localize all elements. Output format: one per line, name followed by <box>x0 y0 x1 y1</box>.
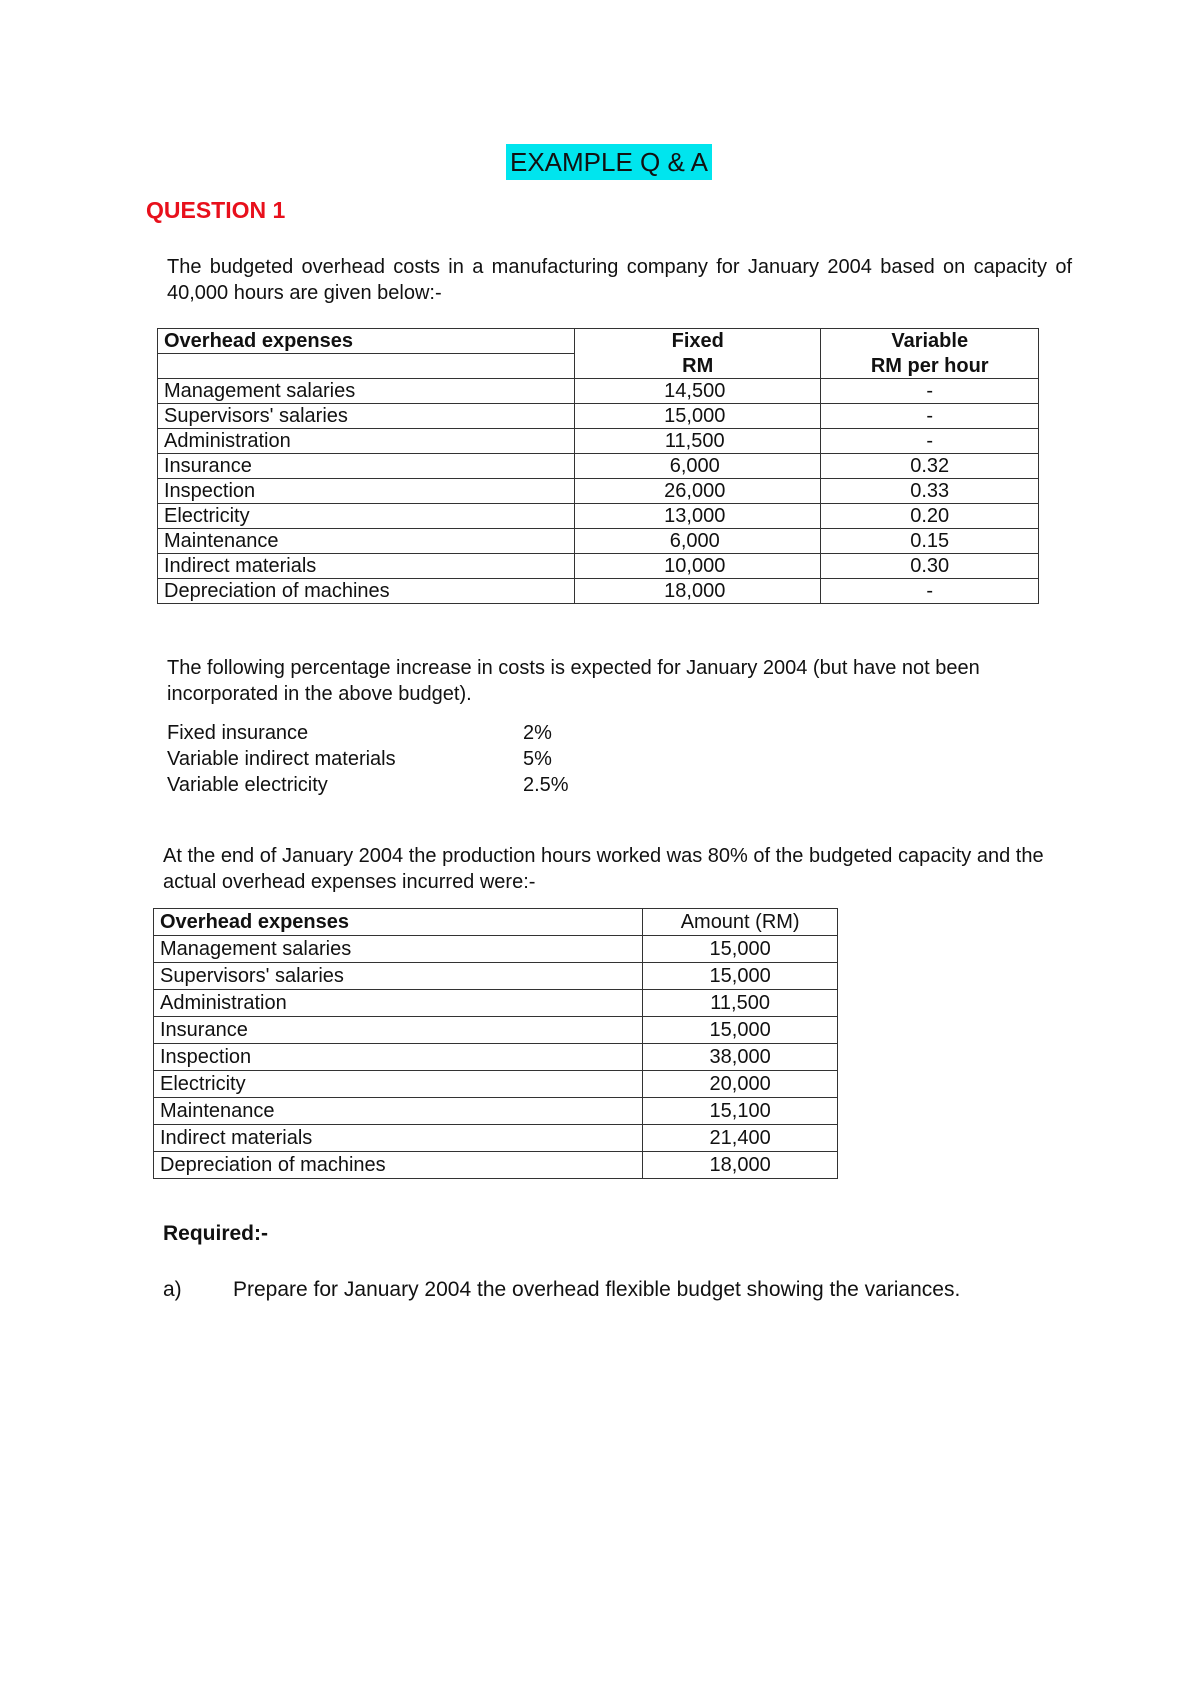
actual-header-row <box>154 909 838 936</box>
fixed-cell: 26,000 <box>575 479 821 504</box>
table-row <box>158 404 1039 429</box>
expense-cell: Depreciation of machines <box>154 1152 643 1179</box>
fixed-cell: 6,000 <box>575 529 821 554</box>
budget-table-body <box>158 379 1039 604</box>
expense-cell: Indirect materials <box>158 554 575 579</box>
fixed-cell: 15,000 <box>575 404 821 429</box>
variable-cell: - <box>821 404 1039 429</box>
actual-table <box>153 908 838 1179</box>
required-heading: Required:- <box>163 1222 268 1245</box>
expense-cell: Inspection <box>158 479 575 504</box>
header-variable-unit: RM per hour <box>821 354 1039 379</box>
amount-cell: 20,000 <box>643 1071 838 1098</box>
table-row <box>154 1017 838 1044</box>
header-fixed-unit: RM <box>575 354 821 379</box>
variable-cell: 0.15 <box>821 529 1039 554</box>
amount-cell: 15,100 <box>643 1098 838 1125</box>
header-expense-blank <box>158 354 575 379</box>
table-row <box>154 1098 838 1125</box>
expense-cell: Inspection <box>154 1044 643 1071</box>
increase-item: Variable indirect materials <box>167 748 396 770</box>
variable-cell: 0.30 <box>821 554 1039 579</box>
list-item <box>167 746 569 772</box>
amount-cell: 15,000 <box>643 1017 838 1044</box>
actual-table-body <box>154 936 838 1179</box>
fixed-cell: 18,000 <box>575 579 821 604</box>
header-expense: Overhead expenses <box>154 909 643 936</box>
table-row <box>158 554 1039 579</box>
expense-cell: Management salaries <box>158 379 575 404</box>
amount-cell: 15,000 <box>643 936 838 963</box>
amount-cell: 38,000 <box>643 1044 838 1071</box>
expense-cell: Electricity <box>158 504 575 529</box>
amount-cell: 11,500 <box>643 990 838 1017</box>
header-variable: Variable <box>821 329 1039 354</box>
expense-cell: Electricity <box>154 1071 643 1098</box>
expense-cell: Indirect materials <box>154 1125 643 1152</box>
actual-paragraph: At the end of January 2004 the production hours worked was 80% of the budgeted capacity and the actual overhead expenses incurred were:- <box>163 845 1044 893</box>
expense-cell: Maintenance <box>154 1098 643 1125</box>
expense-cell: Insurance <box>158 454 575 479</box>
header-fixed: Fixed <box>575 329 821 354</box>
variable-cell: - <box>821 379 1039 404</box>
fixed-cell: 6,000 <box>575 454 821 479</box>
table-row <box>154 963 838 990</box>
budget-table <box>157 328 1039 604</box>
amount-cell: 15,000 <box>643 963 838 990</box>
fixed-cell: 13,000 <box>575 504 821 529</box>
expense-cell: Supervisors' salaries <box>158 404 575 429</box>
amount-cell: 21,400 <box>643 1125 838 1152</box>
page-title: EXAMPLE Q & A <box>506 144 712 180</box>
increase-paragraph: The following percentage increase in costs is expected for January 2004 (but have not been incorporated in the above budget). <box>167 657 980 705</box>
variable-cell: 0.32 <box>821 454 1039 479</box>
increase-pct: 5% <box>523 748 552 770</box>
question-heading: QUESTION 1 <box>146 197 286 223</box>
increase-item: Variable electricity <box>167 774 328 796</box>
expense-cell: Administration <box>154 990 643 1017</box>
variable-cell: 0.33 <box>821 479 1039 504</box>
budget-header-row <box>158 329 1039 354</box>
expense-cell: Maintenance <box>158 529 575 554</box>
list-item <box>167 720 569 746</box>
increase-pct: 2.5% <box>523 774 569 796</box>
amount-cell: 18,000 <box>643 1152 838 1179</box>
table-row <box>154 1125 838 1152</box>
expense-cell: Management salaries <box>154 936 643 963</box>
header-amount: Amount (RM) <box>643 909 838 936</box>
table-row <box>158 529 1039 554</box>
table-row <box>154 936 838 963</box>
table-row <box>158 429 1039 454</box>
expense-cell: Administration <box>158 429 575 454</box>
intro-paragraph: The budgeted overhead costs in a manufacturing company for January 2004 based on capacity of 40,000 hours are given below:- <box>167 256 1072 304</box>
part-a-text: Prepare for January 2004 the overhead flexible budget showing the variances. <box>233 1278 961 1301</box>
table-row <box>158 454 1039 479</box>
variable-cell: - <box>821 579 1039 604</box>
increase-pct: 2% <box>523 722 552 744</box>
table-row <box>158 504 1039 529</box>
increase-list <box>167 720 569 798</box>
variable-cell: - <box>821 429 1039 454</box>
table-row <box>158 579 1039 604</box>
table-row <box>154 1152 838 1179</box>
expense-cell: Depreciation of machines <box>158 579 575 604</box>
table-row <box>154 1071 838 1098</box>
table-row <box>154 1044 838 1071</box>
variable-cell: 0.20 <box>821 504 1039 529</box>
fixed-cell: 14,500 <box>575 379 821 404</box>
fixed-cell: 11,500 <box>575 429 821 454</box>
table-row <box>158 479 1039 504</box>
budget-header-row-units <box>158 354 1039 379</box>
increase-item: Fixed insurance <box>167 722 309 744</box>
list-item <box>167 772 569 798</box>
expense-cell: Insurance <box>154 1017 643 1044</box>
part-a <box>163 1278 960 1302</box>
header-expense: Overhead expenses <box>158 329 575 354</box>
table-row <box>154 990 838 1017</box>
fixed-cell: 10,000 <box>575 554 821 579</box>
expense-cell: Supervisors' salaries <box>154 963 643 990</box>
part-a-label: a) <box>163 1278 182 1301</box>
table-row <box>158 379 1039 404</box>
